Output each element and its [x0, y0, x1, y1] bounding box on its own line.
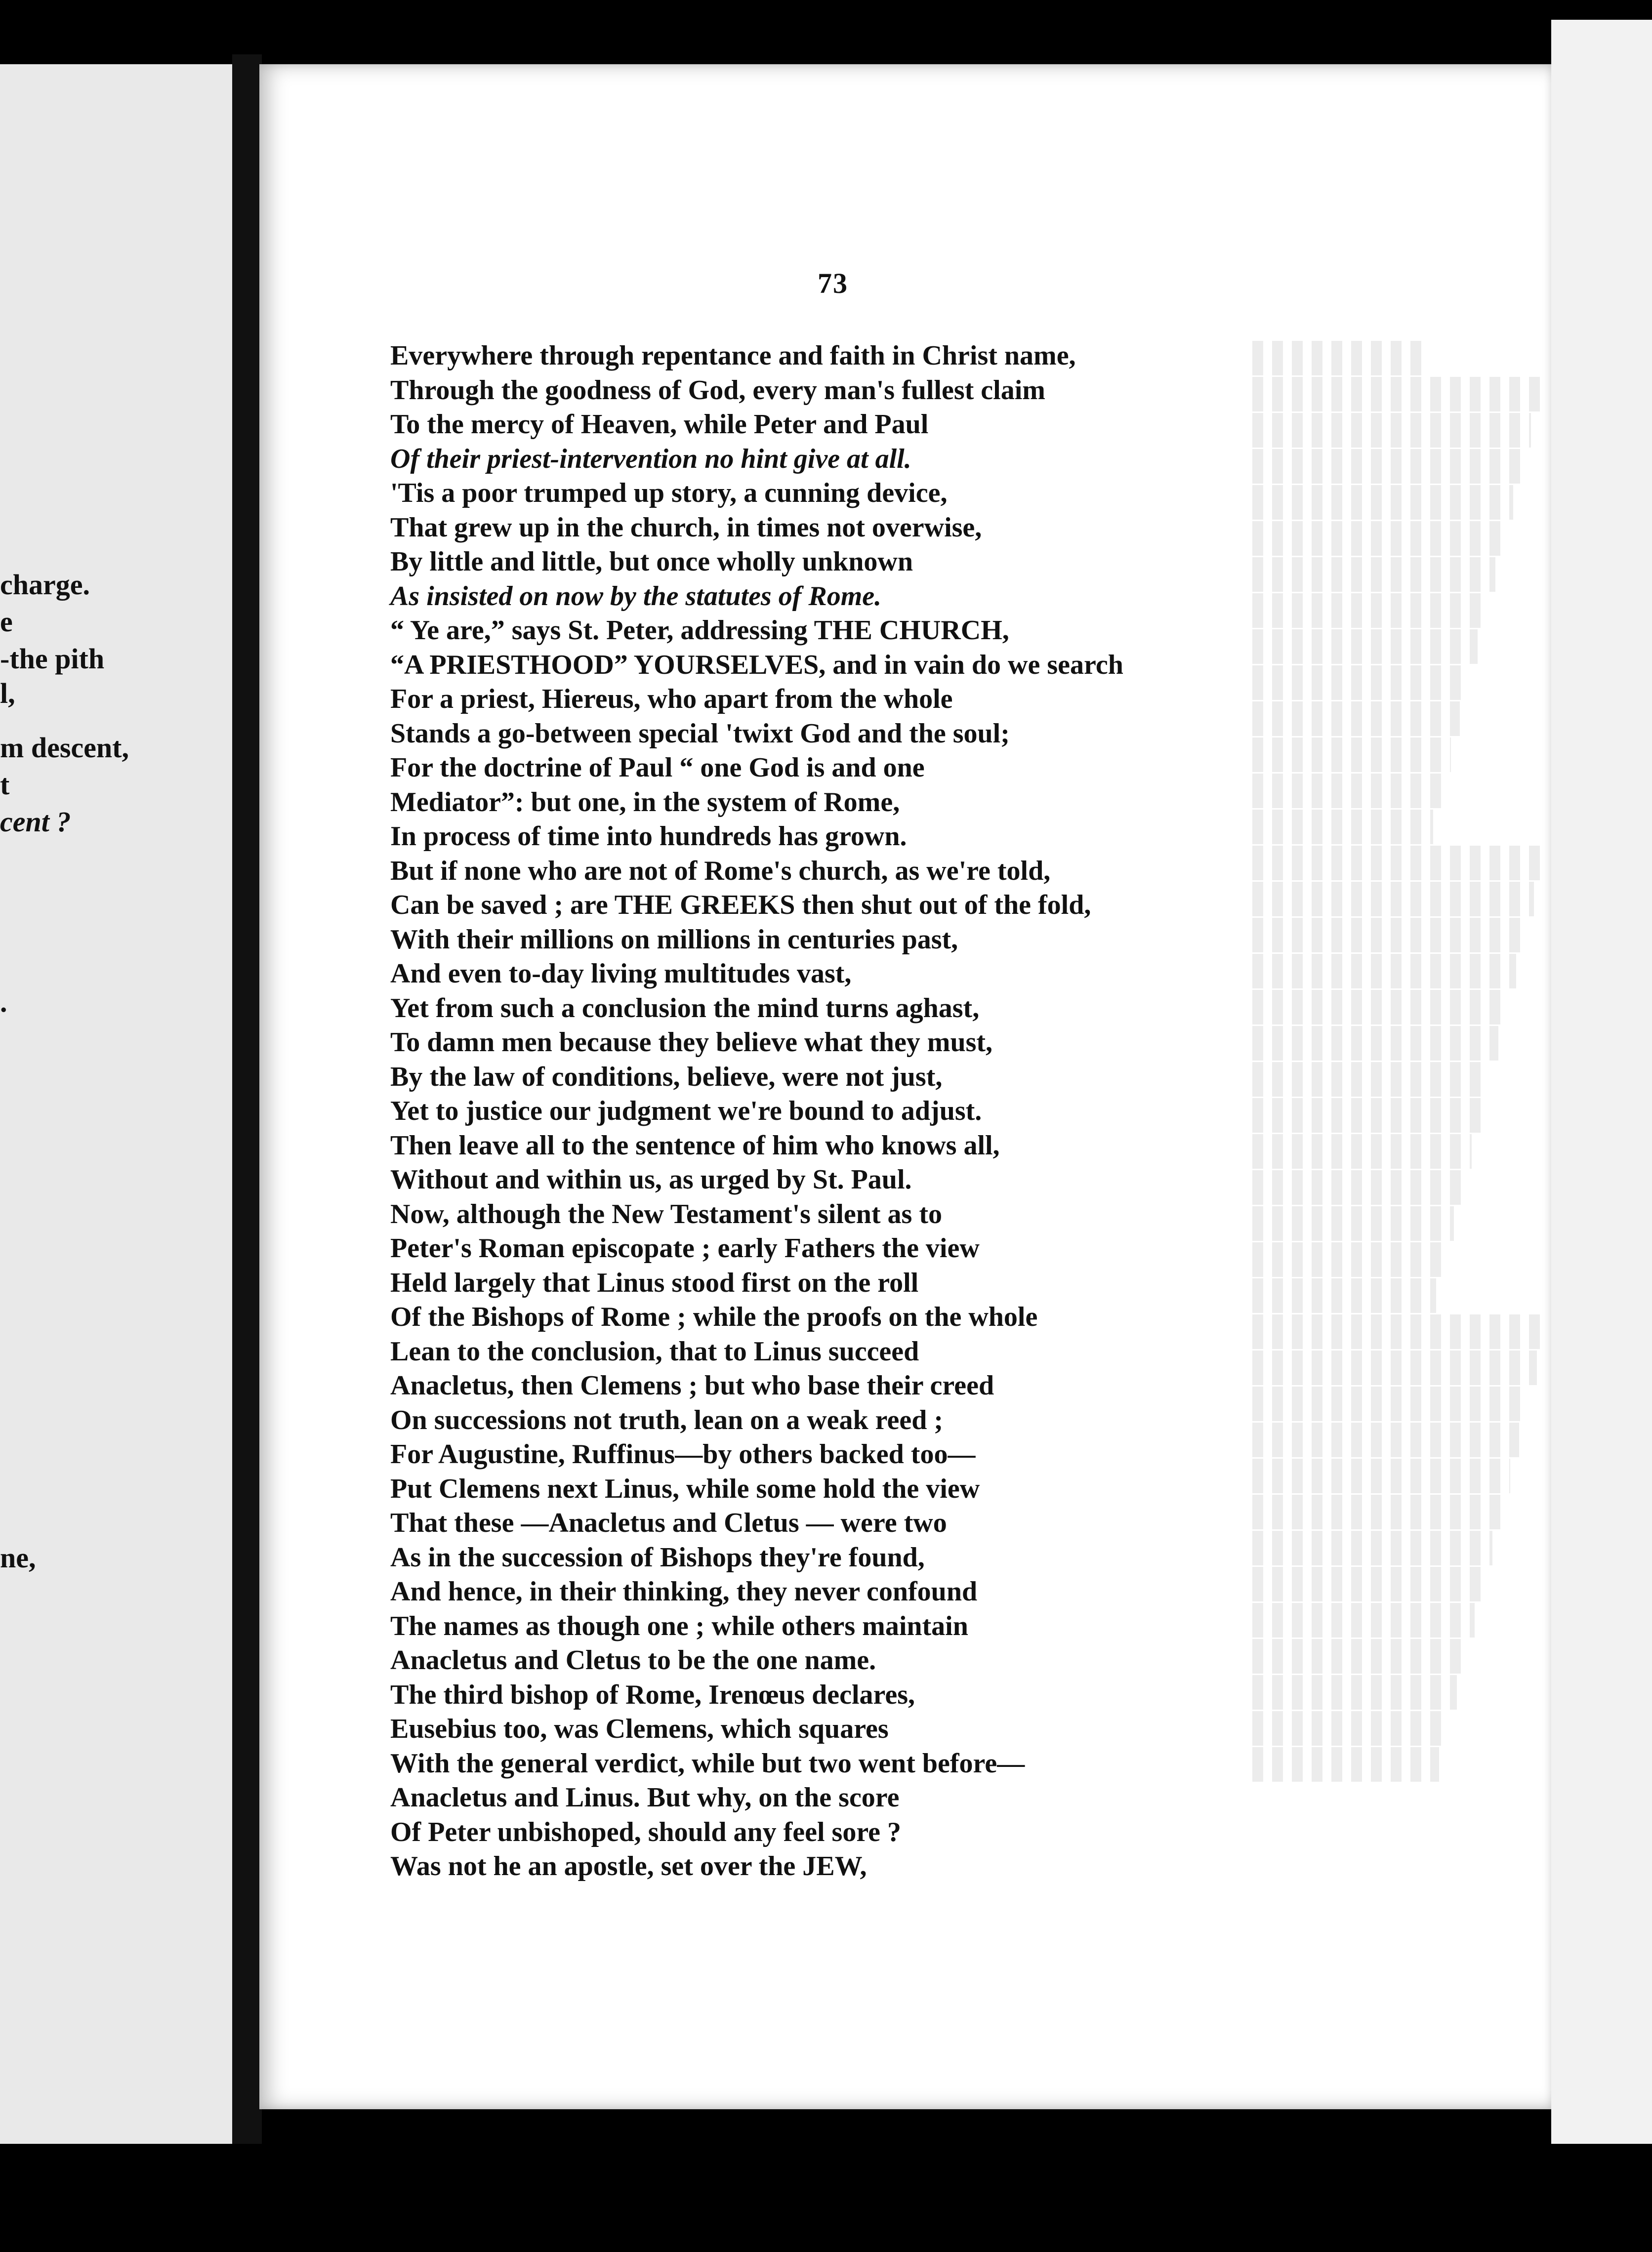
poem-line: Of Peter unbishoped, should any feel sore ? [390, 1816, 902, 1847]
bleed-line [1252, 1098, 1481, 1133]
bleed-line [1252, 1675, 1457, 1710]
poem-line: In process of time into hundreds has grown. [390, 821, 907, 852]
poem-line: For a priest, Hiereus, who apart from the whole [390, 684, 953, 714]
page-number: 73 [818, 267, 848, 299]
poem-line: Anacletus and Linus. But why, on the score [390, 1782, 900, 1813]
bleed-line [1252, 846, 1543, 880]
bleed-line [1252, 1495, 1501, 1529]
poem-line: That grew up in the church, in times not overwise, [390, 512, 982, 543]
bleed-line [1252, 1278, 1436, 1313]
bleed-line [1252, 1206, 1454, 1241]
bleed-line [1252, 629, 1478, 664]
poem-line: Stands a go-between special 'twixt God and the soul; [390, 718, 1010, 749]
poem-line: With their millions on millions in centuries past, [390, 924, 958, 955]
bleed-through-text [1252, 341, 1549, 2070]
left-page-fragment: charge. [0, 569, 90, 601]
poem-line: Without and within us, as urged by St. Paul. [390, 1164, 912, 1195]
poem-line: As insisted on now by the statutes of Rome. [390, 580, 882, 612]
bleed-line [1252, 954, 1516, 988]
poem-line: Held largely that Linus stood first on the roll [390, 1267, 919, 1298]
poem-line: For Augustine, Ruffinus—by others backed too— [390, 1439, 976, 1470]
poem-line: To damn men because they believe what they must, [390, 1027, 993, 1058]
poem-text [390, 339, 1123, 1884]
poem-line: To the mercy of Heaven, while Peter and Paul [390, 409, 929, 440]
poem-line: With the general verdict, while but two went before— [390, 1748, 1025, 1779]
bleed-line [1252, 737, 1451, 772]
poem-line: Yet to justice our judgment we're bound to adjust. [390, 1096, 982, 1126]
bleed-line [1252, 449, 1522, 484]
bleed-line [1252, 521, 1504, 556]
poem-line: “ Ye are,” says St. Peter, addressing THE CHURCH, [390, 615, 1009, 646]
poem-line: By little and little, but once wholly unknown [390, 546, 913, 577]
bleed-line [1252, 377, 1540, 411]
poem-line: And hence, in their thinking, they never confound [390, 1576, 978, 1607]
poem-line: Then leave all to the sentence of him who knows all, [390, 1130, 1000, 1161]
poem-line: Peter's Roman episcopate ; early Fathers the view [390, 1233, 980, 1264]
bleed-line [1252, 1134, 1472, 1169]
bleed-line [1252, 1459, 1510, 1493]
scanner-bottom-border [0, 2144, 1652, 2252]
bleed-line [1252, 413, 1531, 448]
bleed-line [1252, 1423, 1519, 1457]
poem-line: Was not he an apostle, set over the JEW, [390, 1851, 867, 1882]
poem-line: For the doctrine of Paul “ one God is and one [390, 752, 925, 783]
bleed-line [1252, 701, 1460, 736]
bleed-line [1252, 557, 1495, 592]
poem-line: Eusebius too, was Clemens, which squares [390, 1714, 889, 1744]
bleed-line [1252, 1062, 1489, 1097]
bleed-line [1252, 1747, 1439, 1782]
poem-line: The third bishop of Rome, Irenœus declares, [390, 1679, 915, 1710]
left-page-fragment: ne, [0, 1542, 36, 1574]
poem-line: Of their priest-intervention no hint give at all. [390, 443, 911, 474]
bleed-line [1252, 810, 1433, 844]
poem-line: Put Clemens next Linus, while some hold the view [390, 1473, 980, 1504]
poem-line: Of the Bishops of Rome ; while the proofs on the whole [390, 1302, 1038, 1332]
bleed-line [1252, 341, 1430, 375]
poem-line: Anacletus, then Clemens ; but who base their creed [390, 1370, 994, 1401]
bleed-line [1252, 1026, 1498, 1061]
poem-line: Everywhere through repentance and faith in Christ name, [390, 340, 1076, 371]
left-page-fragment: e [0, 606, 13, 638]
bleed-line [1252, 990, 1507, 1024]
poem-line: 'Tis a poor trumped up story, a cunning device, [390, 478, 948, 508]
poem-line: “A PRIESTHOOD” YOURSELVES, and in vain do we search [390, 649, 1123, 680]
bleed-line [1252, 1351, 1537, 1385]
bleed-line [1252, 1711, 1448, 1746]
left-page-fragment: . [0, 986, 7, 1018]
bleed-line [1252, 1170, 1463, 1205]
left-page-fragment: t [0, 769, 10, 801]
scanner-top-border [0, 0, 1652, 54]
next-page-edge [1551, 20, 1652, 2228]
poem-line: Through the goodness of God, every man's fullest claim [390, 374, 1045, 406]
bleed-line [1252, 1639, 1466, 1674]
bleed-line [1252, 774, 1442, 808]
poem-line: By the law of conditions, believe, were not just, [390, 1061, 943, 1092]
bleed-line [1252, 1314, 1546, 1349]
bleed-line [1252, 665, 1469, 700]
main-page [259, 64, 1554, 2109]
bleed-line [1252, 918, 1525, 952]
poem-line: Anacletus and Cletus to be the one name. [390, 1645, 876, 1676]
left-page-fragment: l, [0, 677, 15, 709]
poem-line: Yet from such a conclusion the mind turns aghast, [390, 992, 980, 1024]
bleed-line [1252, 1387, 1528, 1421]
poem-line: Mediator”: but one, in the system of Rome, [390, 786, 900, 818]
poem-line: Lean to the conclusion, that to Linus succeed [390, 1336, 919, 1367]
poem-line: The names as though one ; while others maintain [390, 1610, 968, 1641]
left-page-fragment: cent ? [0, 806, 71, 838]
bleed-line [1252, 1567, 1484, 1601]
left-page-fragment: m descent, [0, 732, 129, 764]
book-gutter [232, 54, 262, 2149]
left-page-fragment: -the pith [0, 643, 105, 675]
bleed-line [1252, 882, 1534, 916]
bleed-line [1252, 485, 1513, 520]
poem-line: As in the succession of Bishops they're found, [390, 1542, 925, 1573]
bleed-line [1252, 593, 1487, 628]
left-facing-page [0, 64, 232, 2144]
poem-line: Now, although the New Testament's silent as to [390, 1198, 942, 1229]
bleed-line [1252, 1242, 1445, 1277]
poem-line: But if none who are not of Rome's church, as we're told, [390, 855, 1051, 886]
poem-line: And even to-day living multitudes vast, [390, 958, 852, 989]
poem-line: Can be saved ; are THE GREEKS then shut out of the fold, [390, 890, 1091, 920]
bleed-line [1252, 1603, 1475, 1638]
poem-line: That these —Anacletus and Cletus — were two [390, 1508, 947, 1538]
poem-line: On successions not truth, lean on a weak reed ; [390, 1404, 944, 1435]
bleed-line [1252, 1531, 1492, 1565]
